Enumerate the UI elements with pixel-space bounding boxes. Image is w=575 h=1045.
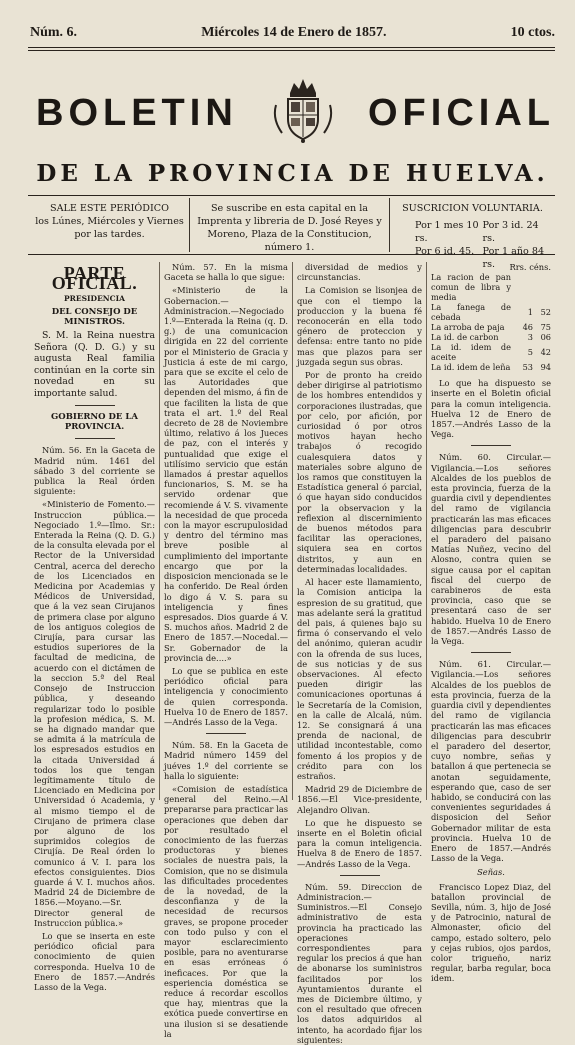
row-centimos: 75 bbox=[540, 322, 551, 333]
price-item: Por 3 id. 24 rs. bbox=[482, 220, 539, 244]
article-paragraph: Núm. 56. En la Gaceta de Madrid núm. 1461 del sábado 3 del corriente se publica la Real órden siguiente: bbox=[34, 445, 155, 497]
price-table bbox=[431, 272, 551, 372]
top-rule bbox=[28, 47, 555, 48]
column-4 bbox=[427, 262, 555, 984]
article-paragraph: Lo que se inserta en este periódico oficial para conocimiento de quien corresponda. Huelva 10 de Enero de 1857.—Andrés Lasso de la Vega. bbox=[34, 930, 155, 992]
row-label: La arroba de paja bbox=[431, 322, 505, 333]
royal-health-notice: S. M. la Reina nuestra Señora (Q. D. G.) y su augusta Real familia continúan en la corte sin novedad en su importante salud. bbox=[34, 330, 155, 399]
price-item: Por 1 año 84 rs. bbox=[482, 246, 545, 270]
info-subscription-place: Se suscribe en esta capital en la Imprenta y libreria de D. José Reyes y Moreno, Plaza de la Constitucion, número 1. bbox=[190, 198, 390, 252]
article-columns bbox=[30, 262, 555, 1045]
article-paragraph: Lo que se publica en este periódico oficial para inteligencia y conocimiento de quien corresponda. Huelva 10 de Enero de 1857.—Andrés Lasso de la Vega. bbox=[164, 665, 288, 727]
article-paragraph: Lo que he dispuesto se inserte en el Boletin oficial para la comun inteligencia. Huelva 8 de Enero de 1857.—Andrés Lasso de la Vega. bbox=[297, 817, 422, 869]
price-table-header: Rrs. céns. bbox=[509, 262, 551, 272]
article-paragraph: Núm. 59. Direccion de Administracion.—Suministros.—El Consejo administrativo de esta provincia ha practicado las operaciones correspondientes para regular los precios á que han de abonarse los suministros facilitados por los Ayuntamientos durante el mes de Diciembre último, y con el resultado que ofrecen los datos adquiridos al intento, ha acordado fijar los siguientes: bbox=[297, 881, 422, 1045]
info-publication-title: SALE ESTE PERIÓDICO bbox=[50, 203, 169, 214]
title-row bbox=[30, 75, 555, 150]
divider bbox=[75, 438, 115, 439]
issue-date: Miércoles 14 de Enero de 1857. bbox=[201, 25, 387, 40]
royal-crest-icon bbox=[268, 75, 338, 145]
table-row bbox=[431, 322, 551, 332]
price-item: Por 1 mes 10 rs. bbox=[415, 220, 479, 244]
price-item: Por 6 id. 45. bbox=[415, 246, 475, 257]
divider bbox=[340, 875, 380, 876]
row-reales: 1 bbox=[527, 307, 533, 318]
row-reales: 46 bbox=[522, 322, 533, 333]
article-paragraph: La Comision se lisonjea de que con el tiempo la produccion y la buena fé reconocerán en ella todo género de proteccion y defensa: entre tanto no pide mas que plazos para ser juzgada segun sus obras. bbox=[297, 285, 422, 367]
article-paragraph: Núm. 57. En la misma Gaceta se halla lo que sigue: bbox=[164, 262, 288, 283]
info-subscription-title: SUSCRICION VOLUNTARIA. bbox=[402, 203, 543, 214]
article-paragraph: Madrid 29 de Diciembre de 1856.—El Vice-presidente, Alejandro Olivan. bbox=[297, 784, 422, 815]
row-centimos: 06 bbox=[540, 332, 551, 343]
column-3 bbox=[293, 262, 427, 1045]
article-paragraph: «Comision de estadística general del Reino.—Al prepararse para practicar las operaciones que deben dar por resultado el conocimiento de las fuerzas productoras y bienes sociales de nuestra pais, la Comision, que no se disimula las dificultades procedentes de la novedad, de la desconfianza y de la necesidad de recursos graves, se propone proceder con todo pulso y con el mayor esclarecimiento posible, para no aventurarse en esas erróneas ó ineficaces. Por que la esperiencia doméstica se reduce á recordar escollos que hay, mientras que la exótica puede convertirse en una ilusion si se desatiende la bbox=[164, 783, 288, 1039]
article-paragraph: «Ministerio de Fomento.—Instruccion pública.—Negociado 1.º—Ilmo. Sr.: Enterada la Reina (Q. D. G.) de la consulta elevada por el Rector de la Universidad Central, acerca del derecho de los Licenciados en Medicina por Academias y Médicos de Universidad, que á la vez sean Cirujanos de primera clase por alguno de los antiguos colegios de Cirujía, para cursar las estudios superiores de la facultad de medicina, de acuerdo con el dictámen de la seccion 5.ª del Real Consejo de Instruccion pública, y deseando regularizar todo lo posible la profesion médica, S. M. se ha dignado mandar que se admita á la matrícula de los espresados estudios en la citada Universidad á todos los que tengan legítimamente título de Licenciado en Medicina por Universidad ó Academia, y al mismo tiempo el de Cirujano de primera clase por alguno de los suprimidos colegios de Cirujía. De Real órden lo comunico á V. I. para los efectos consiguientes. Dios guarde á V. I. muchos años. Madrid 24 de Diciembre de 1856.—Moyano.—Sr. Director general de Instruccion pública.» bbox=[34, 499, 155, 928]
presidencia-label: PRESIDENCIA bbox=[64, 294, 125, 304]
title-left: BOLETIN bbox=[36, 92, 238, 134]
row-reales bbox=[511, 272, 533, 302]
article-paragraph: diversidad de medios y circunstancias. bbox=[297, 262, 422, 283]
row-label: La id. de carbon bbox=[431, 332, 499, 343]
row-label: La id. idem de leña bbox=[431, 362, 511, 373]
title-right: OFICIAL bbox=[368, 92, 555, 134]
gobierno-heading: GOBIERNO DE LA PROVINCIA. bbox=[51, 412, 138, 433]
info-publication-days: los Lúnes, Miércoles y Viernes por las tardes. bbox=[35, 216, 184, 240]
divider bbox=[471, 445, 511, 446]
row-reales: 5 bbox=[527, 347, 533, 358]
subtitle: DE LA PROVINCIA DE HUELVA. bbox=[36, 160, 549, 187]
article-paragraph: Núm. 60. Circular.—Vigilancia.—Los señores Alcaldes de los pueblos de esta provincia, fuerza de la guardia civil y dependientes del ramo de vigilancia practicarán las mas eficaces diligencias para descubrir el paradero del paisano Matías Nuñez, vecino del Alosno, contra quien se sigue causa por el capitan fiscal del cuerpo de carabineros de esta provincia, caso que se presentará caso de ser habido. Huelva 10 de Enero de 1857.—Andrés Lasso de la Vega. bbox=[431, 452, 551, 647]
row-centimos: 52 bbox=[540, 307, 551, 318]
row-centimos: 42 bbox=[540, 347, 551, 358]
divider bbox=[206, 733, 246, 734]
article-paragraph: Núm. 61. Circular.—Vigilancia.—Los señores Alcaldes de los pueblos de esta provincia, fuerza de la guardia civil y dependientes del ramo de vigilancia practicarán las mas eficaces diligencias para descubrir el paradero del desertor, cuyo nombre, señas y batallon á que pertenecia se anotan seguidamente, esperando que, caso de ser habido, se conducirá con las convenientes seguridades á disposicion del Señor Gobernador militar de esta provincia. Huelva 10 de Enero de 1857.—Andrés Lasso de la Vega. bbox=[431, 659, 551, 864]
row-reales: 53 bbox=[522, 362, 533, 373]
article-paragraph: Núm. 58. En la Gaceta de Madrid número 1459 del juéves 1.º del corriente se halla lo siguiente: bbox=[164, 740, 288, 781]
divider bbox=[75, 405, 115, 406]
column-1 bbox=[30, 262, 160, 992]
issue-price: 10 ctos. bbox=[510, 25, 555, 40]
article-paragraph: «Ministerio de la Gobernacion.—Administracion.—Negociado 1.º—Enterada la Reina (q. D. g.) de una comunicacion dirigida en 22 del corriente por el Ministerio de Gracia y Justicia á este de mi cargo, para que se excite el celo de las Autoridades que dependen del mismo, á fin de que faciliten la lista de que trata el art. 1.º del Real decreto de 28 de Noviembre último, relativo á los Jueces de paz, con el interés y puntualidad que exige el utilísimo servicio que están llamados á prestar aquellos funcionarios, S. M. se ha servido ordenar que recomiende á V. S. vivamente la necesidad de que proceda con la mayor escrupulosidad y dentro del término mas breve posible al cumplimiento del importante encargo que por la disposicion mencionada se le ha conferido. De Real órden lo digo á V. S. para su inteligencia y fines espresados. Dios guarde á V. S. muchos años. Madrid 2 de Enero de 1857.—Nocedal.—Sr. Gobernador de la provincia de....» bbox=[164, 285, 288, 663]
section-heading: PARTE OFICIAL. bbox=[51, 263, 138, 294]
column-2 bbox=[160, 262, 293, 1039]
info-publication bbox=[30, 198, 190, 252]
row-centimos bbox=[533, 272, 551, 302]
consejo-heading: DEL CONSEJO DE MINISTROS. bbox=[51, 306, 138, 327]
divider bbox=[471, 652, 511, 653]
article-paragraph: Al hacer este llamamiento, la Comision anticipa la espresion de su gratitud, que mas adelante será la gratitud del pais, á quienes bajo su firma ó conservando el velo del anónimo, quieran acudir con la ofrenda de sus luces, de sus noticias y de sus observaciones. Al efecto pueden dirigir las comunicaciones oportunas á le Secretaría de la Comision, en la calle de Alcalá, núm. 12. Se consignará á una prenda de nacional, de utilidad incontestable, como fomento á los propios y de crédito para con los estraños. bbox=[297, 577, 422, 781]
article-paragraph: Por de pronto ha creido deber dirigirse al patriotismo de los hombres entendidos y corporaciones ilustradas, que por celo, por afición, por curiosidad ó por otros motivos hayan hecho trabajos ó recogido cualesquiera datos y materiales sobre alguno de los ramos que constituyen la Estadística general ó parcial, ó que hayan sido conducidos por la observacion y la reflexion al discernimiento de buenos métodos para facilitar las operaciones, siquiera sea en cortos distritos, y aun en determinadas localidades. bbox=[297, 370, 422, 574]
row-label: La fanega de cebada bbox=[431, 302, 511, 323]
article-paragraph: Lo que ha dispuesto se inserte en el Boletin oficial para la comun inteligencia. Huelva 12 de Enero de 1857.—Andrés Lasso de la Vega. bbox=[431, 378, 551, 440]
table-row bbox=[431, 302, 551, 322]
table-row bbox=[431, 362, 551, 372]
table-row bbox=[431, 272, 551, 302]
top-rule-thin bbox=[28, 50, 555, 51]
row-label: La id. idem de aceite bbox=[431, 342, 511, 363]
row-centimos: 94 bbox=[540, 362, 551, 373]
table-row bbox=[431, 342, 551, 362]
article-paragraph: Francisco Lopez Diaz, del batallon provincial de Sevilla, núm. 3, hijo de José y de Patrocinio, natural de Almonaster, oficio del campo, estado soltero, pelo y cejas rubios, ojos pardos, color trigueño, nariz regular, barba regular, boca idem. bbox=[431, 881, 551, 984]
senas-heading: Señas. bbox=[477, 867, 505, 878]
info-bottom-rule bbox=[28, 254, 555, 255]
row-label: La racion de pan comun de libra y media bbox=[431, 272, 511, 303]
info-top-rule bbox=[28, 195, 555, 196]
issue-number: Núm. 6. bbox=[30, 25, 78, 40]
row-reales: 3 bbox=[527, 332, 533, 343]
masthead-line bbox=[30, 22, 555, 44]
table-row bbox=[431, 332, 551, 342]
